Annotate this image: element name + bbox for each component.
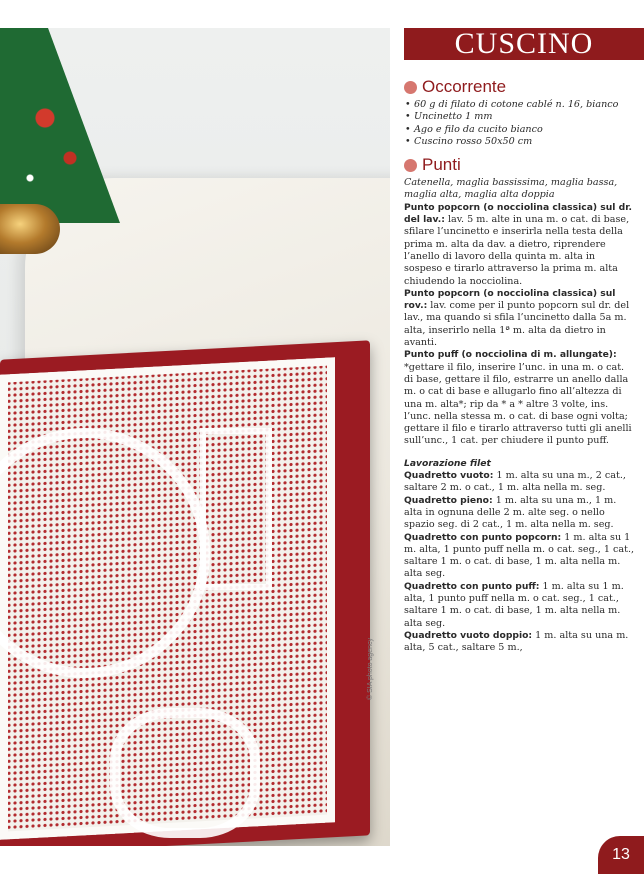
filet-term: Quadretto con punto popcorn: — [404, 531, 562, 543]
cushion-photo — [0, 28, 390, 846]
occorrente-title: Occorrente — [422, 77, 507, 96]
filet-term: Quadretto con punto puff: — [404, 580, 540, 592]
filet-entry — [404, 581, 636, 630]
lamp — [0, 204, 60, 254]
lace-stem-motif — [200, 428, 272, 590]
filet-entry — [404, 630, 636, 655]
occorrente-heading — [404, 78, 636, 96]
filet-entry — [404, 532, 636, 581]
list-item: • 60 g di filato di cotone cablé n. 16, bianco — [414, 99, 636, 111]
stitches-intro: Catenella, maglia bassissima, maglia bassa, maglia alta, maglia alta doppia — [404, 177, 618, 201]
filet-text: 1 m. alta su una m., 2 cat., saltare 2 m. o cat., 1 m. alta nella m. seg. — [404, 470, 626, 494]
filet-term: Quadretto vuoto doppio: — [404, 629, 533, 641]
filet-text: 1 m. alta su 1 m. alta, 1 punto puff nella m. o cat. seg., 1 cat., saltare 1 m. o cat. di base, 1 m. alta nella m. alta seg. — [404, 531, 635, 580]
stitch-term: Punto popcorn (o nocciolina classica) sul dr. del lav.: — [404, 201, 632, 226]
stitch-text: *gettare il filo, inserire l’unc. in una m. o cat. di base, gettare il filo, estrarre un anello dalla m. o cat di base e allugarlo fino all’altezza di una m. alta*; rip da * a * altre 3 volte, ins. l’unc. nella stessa m. o cat. di base ogni volta; gettare il filo e tirarlo attraverso tutti gli anelli sull’unc., 1 cat. per chiudere il punto puff. — [404, 361, 632, 447]
filet-entry — [404, 495, 636, 532]
stitch-entry — [404, 288, 636, 349]
list-item: • Uncinetto 1 mm — [414, 111, 636, 123]
photo-credit: © SIA photo agency — [367, 638, 374, 700]
list-item: • Ago e filo da cucito bianco — [414, 124, 636, 136]
filet-entry — [404, 470, 636, 495]
lace-flower-motif — [110, 708, 260, 838]
filet-term: Quadretto vuoto: — [404, 470, 494, 482]
christmas-tree-decoration — [0, 28, 120, 223]
stitch-text: lav. come per il punto popcorn sul dr. del lav., ma quando si sfila l’uncinetto dalla 5a m. alta, inserirlo nella 1ª m. alta da dietro in avanti. — [404, 300, 630, 349]
stitch-term: Punto puff (o nocciolina di m. allungate): — [404, 349, 617, 361]
stitch-term: Punto popcorn (o nocciolina classica) sul rov.: — [404, 287, 616, 312]
filet-text: 1 m. alta su una m., 1 m. alta in ognuna delle 2 m. alte seg. o nello spazio seg. di 2 cat., 1 m. alta nella m. seg. — [404, 494, 617, 531]
stitch-entry — [404, 202, 636, 288]
filet-heading: Lavorazione filet — [404, 457, 491, 469]
filet-text: 1 m. alta su una m. alta, 5 cat., saltare 5 m., — [404, 629, 629, 654]
list-item: • Cuscino rosso 50x50 cm — [414, 136, 636, 148]
page-title: CUSCINO — [454, 27, 594, 60]
page-number: 13 — [598, 836, 644, 874]
punti-title: Punti — [422, 155, 461, 175]
instructions-column — [404, 72, 636, 654]
section-bullet-icon — [404, 81, 417, 94]
stitch-entry — [404, 349, 636, 447]
materials-list — [404, 99, 636, 148]
section-bullet-icon — [404, 159, 417, 172]
title-bar — [404, 28, 644, 60]
stitch-text: lav. 5 m. alte in una m. o cat. di base, sfilare l’uncinetto e inserirla nella testa della prima m. alta da dav. a dietro, riprendere l’anello di lavoro della quinta m. alta in sospeso e tirarlo attraverso la prima m. alta chiudendo la nocciolina. — [404, 214, 630, 287]
filet-text: 1 m. alta su 1 m. alta, 1 punto puff nella m. o cat. seg., 1 cat., saltare 1 m. o cat. di base, 1 m. alta nella m. alta seg. — [404, 580, 624, 629]
punti-heading — [404, 156, 636, 174]
filet-term: Quadretto pieno: — [404, 494, 493, 506]
